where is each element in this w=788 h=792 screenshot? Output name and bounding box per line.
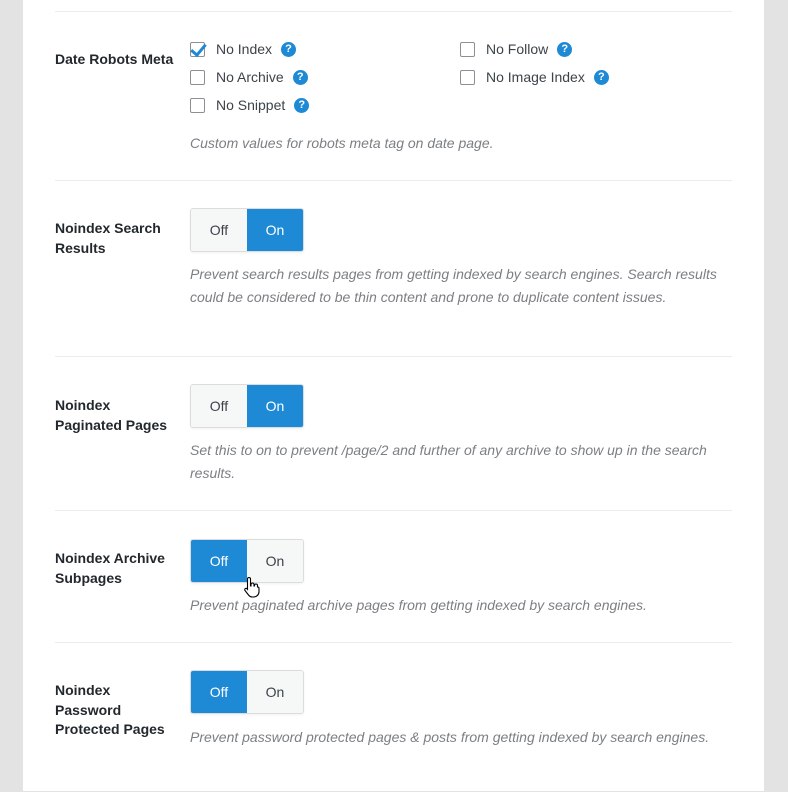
noindex-password-protected-label: Noindex Password Protected Pages	[55, 682, 165, 737]
no-archive-checkbox[interactable]	[190, 66, 308, 88]
no-index-label: No Index	[216, 41, 273, 57]
noindex-archive-subpages-row	[55, 510, 732, 643]
no-follow-label: No Follow	[486, 41, 549, 57]
noindex-paginated-pages-label: Noindex Paginated Pages	[55, 397, 168, 433]
noindex-search-results-row	[55, 180, 732, 357]
help-icon[interactable]: ?	[293, 70, 308, 85]
toggle-off-option[interactable]: Off	[191, 540, 247, 582]
toggle-off-option[interactable]: Off	[191, 671, 247, 713]
hand-pointer-icon	[243, 576, 261, 598]
no-snippet-label: No Snippet	[216, 97, 286, 113]
date-robots-meta-description: Custom values for robots meta tag on date page.	[190, 135, 494, 151]
no-index-checkbox[interactable]	[190, 38, 296, 60]
toggle-off-option[interactable]: Off	[191, 209, 247, 251]
help-icon[interactable]: ?	[281, 42, 296, 57]
noindex-paginated-pages-toggle[interactable]	[190, 384, 304, 428]
date-robots-meta-row	[55, 11, 732, 181]
no-follow-checkbox[interactable]	[460, 38, 572, 60]
checkbox-checked-icon[interactable]	[190, 42, 205, 57]
checkbox-icon[interactable]	[460, 42, 475, 57]
noindex-archive-subpages-description: Prevent paginated archive pages from getting indexed by search engines.	[190, 597, 647, 613]
no-archive-label: No Archive	[216, 69, 284, 85]
settings-panel	[23, 0, 764, 791]
checkbox-icon[interactable]	[190, 70, 205, 85]
no-snippet-checkbox[interactable]	[190, 94, 309, 116]
date-robots-meta-label: Date Robots Meta	[55, 51, 174, 67]
no-image-index-label: No Image Index	[486, 69, 585, 85]
noindex-search-results-toggle[interactable]	[190, 208, 304, 252]
noindex-paginated-pages-description: Set this to on to prevent /page/2 and further of any archive to show up in the search results.	[190, 442, 707, 481]
noindex-archive-subpages-label: Noindex Archive Subpages	[55, 550, 165, 586]
help-icon[interactable]: ?	[594, 70, 609, 85]
help-icon[interactable]: ?	[557, 42, 572, 57]
toggle-off-option[interactable]: Off	[191, 385, 247, 427]
noindex-password-protected-row	[55, 642, 732, 792]
toggle-on-option[interactable]: On	[247, 540, 303, 582]
noindex-paginated-pages-row	[55, 356, 732, 511]
noindex-password-protected-toggle[interactable]	[190, 670, 304, 714]
help-icon[interactable]: ?	[294, 98, 309, 113]
noindex-search-results-description: Prevent search results pages from getting indexed by search engines. Search results could be considered to be thin content and prone to duplicate content issues.	[190, 266, 717, 305]
toggle-on-option[interactable]: On	[247, 385, 303, 427]
checkbox-icon[interactable]	[460, 70, 475, 85]
toggle-on-option[interactable]: On	[247, 209, 303, 251]
noindex-search-results-label: Noindex Search Results	[55, 220, 161, 256]
checkbox-icon[interactable]	[190, 98, 205, 113]
noindex-password-protected-description: Prevent password protected pages & posts from getting indexed by search engines.	[190, 729, 710, 745]
no-image-index-checkbox[interactable]	[460, 66, 609, 88]
toggle-on-option[interactable]: On	[247, 671, 303, 713]
